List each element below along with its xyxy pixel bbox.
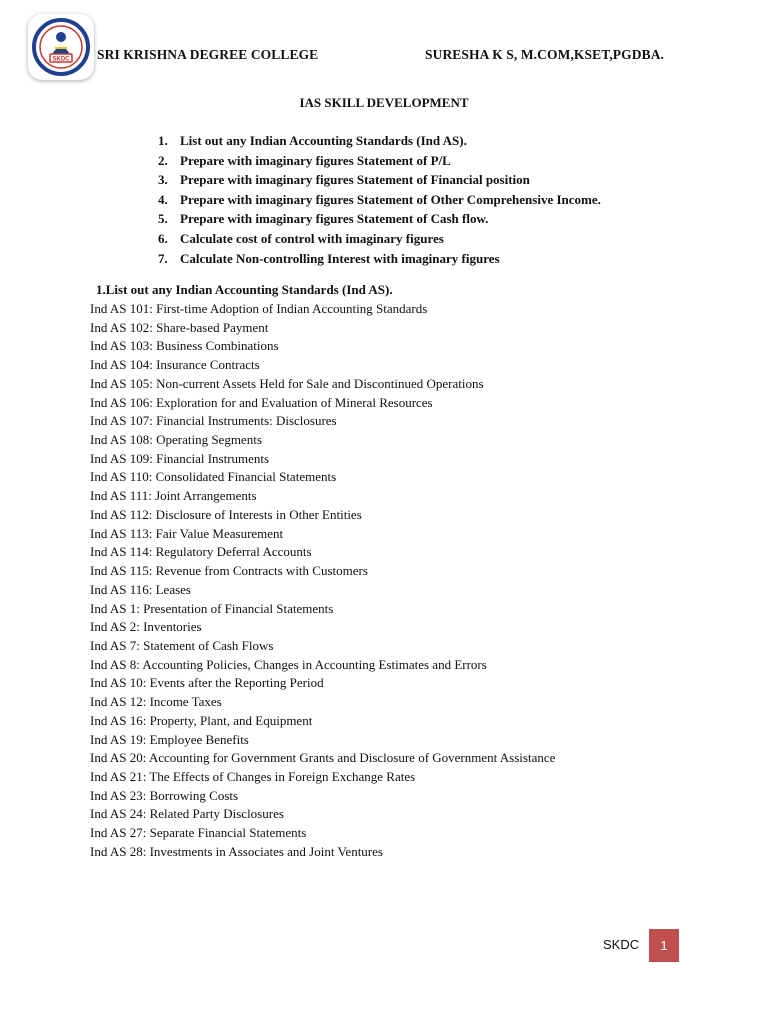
- standard-item: Ind AS 20: Accounting for Government Grants and Disclosure of Government Assistance: [90, 750, 556, 766]
- task-item: [158, 151, 601, 171]
- standard-item: Ind AS 106: Exploration for and Evaluation of Mineral Resources: [90, 394, 433, 410]
- standard-item: Ind AS 23: Borrowing Costs: [90, 787, 239, 803]
- footer-label: SKDC: [603, 937, 640, 952]
- standard-item: Ind AS 28: Investments in Associates and Joint Ventures: [90, 843, 383, 859]
- task-item: [158, 229, 601, 249]
- college-name: SRI KRISHNA DEGREE COLLEGE: [97, 47, 319, 62]
- task-number: 4.: [158, 191, 168, 207]
- task-number: 5.: [158, 211, 168, 227]
- task-text: Calculate Non-controlling Interest with imaginary figures: [180, 250, 500, 266]
- standard-item: Ind AS 105: Non-current Assets Held for Sale and Discontinued Operations: [90, 375, 484, 391]
- standard-item: Ind AS 113: Fair Value Measurement: [90, 525, 284, 541]
- task-text: Prepare with imaginary figures Statement of P/L: [180, 152, 451, 168]
- standard-item: Ind AS 110: Consolidated Financial Statements: [90, 469, 337, 485]
- task-number: 6.: [158, 230, 168, 246]
- task-item: [158, 170, 601, 190]
- section-heading: 1.List out any Indian Accounting Standards (Ind AS).: [96, 282, 393, 297]
- standard-item: Ind AS 7: Statement of Cash Flows: [90, 637, 274, 653]
- standard-item: Ind AS 102: Share-based Payment: [90, 319, 269, 335]
- task-number: 1.: [158, 133, 168, 148]
- standard-item: Ind AS 111: Joint Arrangements: [90, 488, 257, 504]
- standard-item: Ind AS 103: Business Combinations: [90, 338, 279, 354]
- task-item: [158, 249, 601, 269]
- task-item: [158, 209, 601, 229]
- task-list: [158, 131, 601, 268]
- task-text: Prepare with imaginary figures Statement of Other Comprehensive Income.: [180, 191, 601, 207]
- standard-item: Ind AS 112: Disclosure of Interests in Other Entities: [90, 506, 362, 522]
- standard-item: Ind AS 108: Operating Segments: [90, 432, 262, 448]
- document-title: IAS SKILL DEVELOPMENT: [299, 95, 469, 110]
- standard-item: Ind AS 8: Accounting Policies, Changes in Accounting Estimates and Errors: [90, 656, 487, 672]
- standard-item: Ind AS 16: Property, Plant, and Equipment: [90, 712, 313, 728]
- author-credentials: SURESHA K S, M.COM,KSET,PGDBA.: [425, 47, 665, 62]
- task-text: Calculate cost of control with imaginary figures: [180, 230, 444, 246]
- standards-list: [90, 300, 555, 862]
- logo-badge-text: SKDC: [52, 56, 70, 63]
- standard-item: Ind AS 21: The Effects of Changes in Foreign Exchange Rates: [90, 768, 416, 784]
- standard-item: Ind AS 104: Insurance Contracts: [90, 357, 260, 373]
- college-logo: [28, 14, 94, 80]
- task-text: List out any Indian Accounting Standards (Ind AS).: [180, 133, 467, 148]
- task-text: Prepare with imaginary figures Statement of Cash flow.: [180, 211, 489, 227]
- task-number: 3.: [158, 172, 168, 188]
- standard-item: Ind AS 2: Inventories: [90, 619, 202, 635]
- standard-item: Ind AS 107: Financial Instruments: Disclosures: [90, 413, 337, 429]
- task-item: [158, 190, 601, 210]
- task-number: 7.: [158, 250, 168, 266]
- standard-item: Ind AS 116: Leases: [90, 581, 191, 597]
- task-item: [158, 131, 601, 151]
- standard-item: Ind AS 27: Separate Financial Statements: [90, 825, 307, 841]
- task-text: Prepare with imaginary figures Statement of Financial position: [180, 172, 530, 188]
- page-number-badge: 1: [649, 929, 679, 962]
- standard-item: Ind AS 24: Related Party Disclosures: [90, 806, 284, 822]
- task-number: 2.: [158, 152, 168, 168]
- standard-item: Ind AS 109: Financial Instruments: [90, 450, 270, 466]
- standard-item: Ind AS 10: Events after the Reporting Period: [90, 675, 324, 691]
- standard-item: Ind AS 19: Employee Benefits: [90, 731, 249, 747]
- standard-item: Ind AS 12: Income Taxes: [90, 694, 222, 710]
- standard-item: Ind AS 101: First-time Adoption of Indian Accounting Standards: [90, 301, 428, 316]
- college-emblem-icon: [28, 14, 94, 80]
- standard-item: Ind AS 114: Regulatory Deferral Accounts: [90, 544, 312, 560]
- standard-item: Ind AS 1: Presentation of Financial Statements: [90, 600, 334, 616]
- standard-item: Ind AS 115: Revenue from Contracts with Customers: [90, 563, 368, 579]
